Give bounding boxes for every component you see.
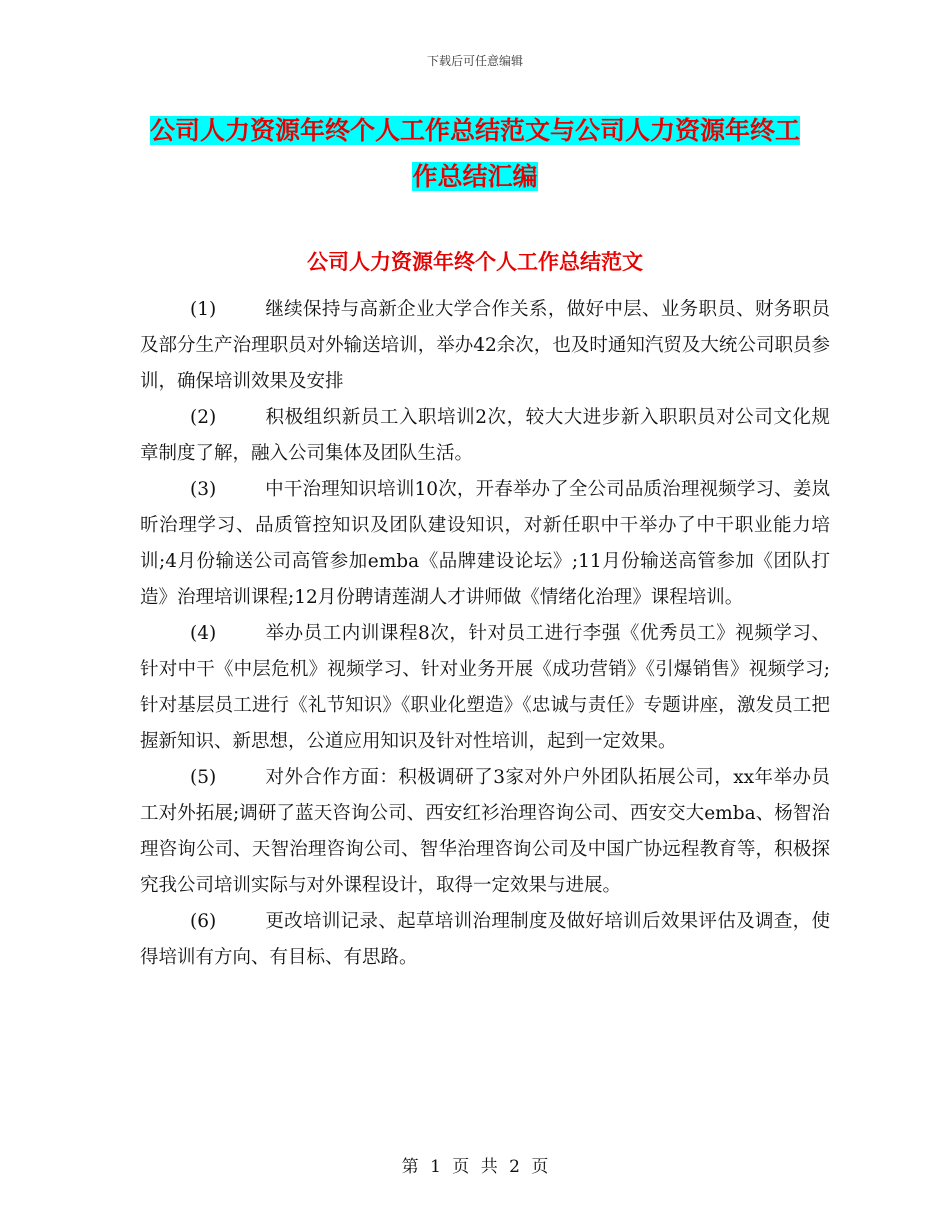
paragraph-number: (3) (190, 479, 217, 500)
paragraph-text: 举办员工内训课程8次，针对员工进行李强《优秀员工》视频学习、针对中干《中层危机》视频学习、针对业务开展《成功营销》《引爆销售》视频学习;针对基层员工进行《礼节知识》《职业化塑造》《忠诚与责任》专题讲座，激发员工把握新知识、新思想，公道应用知识及针对性培训，起到一定效果。 (140, 623, 830, 752)
document-body (140, 292, 830, 976)
main-title (140, 108, 810, 200)
paragraph-number: (6) (190, 911, 217, 932)
section-title: 公司人力资源年终个人工作总结范文 (307, 250, 643, 274)
paragraph-text: 积极组织新员工入职培训2次，较大大进步新入职职员对公司文化规章制度了解，融入公司集体及团队生活。 (140, 407, 830, 464)
paragraph-text: 继续保持与高新企业大学合作关系，做好中层、业务职员、财务职员及部分生产治理职员对外输送培训，举办42余次，也及时通知汽贸及大统公司职员参训，确保培训效果及安排 (140, 299, 830, 392)
paragraph-5 (140, 760, 830, 904)
page-footer: 第 1 页 共 2 页 (401, 1157, 549, 1177)
paragraph-2 (140, 400, 830, 472)
paragraph-number: (5) (190, 767, 217, 788)
paragraph-3 (140, 472, 830, 616)
paragraph-text: 更改培训记录、起草培训治理制度及做好培训后效果评估及调查，使得培训有方向、有目标、有思路。 (140, 911, 830, 968)
paragraph-text: 对外合作方面：积极调研了3家对外户外团队拓展公司，xx年举办员工对外拓展;调研了蓝天咨询公司、西安红衫治理咨询公司、西安交大emba、杨智治理咨询公司、天智治理咨询公司、智华治理咨询公司及中国广协远程教育等，积极探究我公司培训实际与对外课程设计，取得一定效果与进展。 (140, 767, 830, 896)
paragraph-number: (1) (190, 299, 217, 320)
header-note: 下载后可任意编辑 (426, 54, 523, 68)
paragraph-number: (4) (190, 623, 217, 644)
paragraph-text: 中干治理知识培训10次，开春举办了全公司品质治理视频学习、姜岚昕治理学习、品质管控知识及团队建设知识，对新任职中干举办了中干职业能力培训;4月份输送公司高管参加emba《品牌建设论坛》;11月份输送高管参加《团队打造》治理培训课程;12月份聘请莲湖人才讲师做《情绪化治理》课程培训。 (140, 479, 830, 608)
paragraph-4 (140, 616, 830, 760)
main-title-text: 公司人力资源年终个人工作总结范文与公司人力资源年终工作总结汇编 (149, 116, 800, 191)
paragraph-number: (2) (190, 407, 217, 428)
paragraph-1 (140, 292, 830, 400)
paragraph-6 (140, 904, 830, 976)
